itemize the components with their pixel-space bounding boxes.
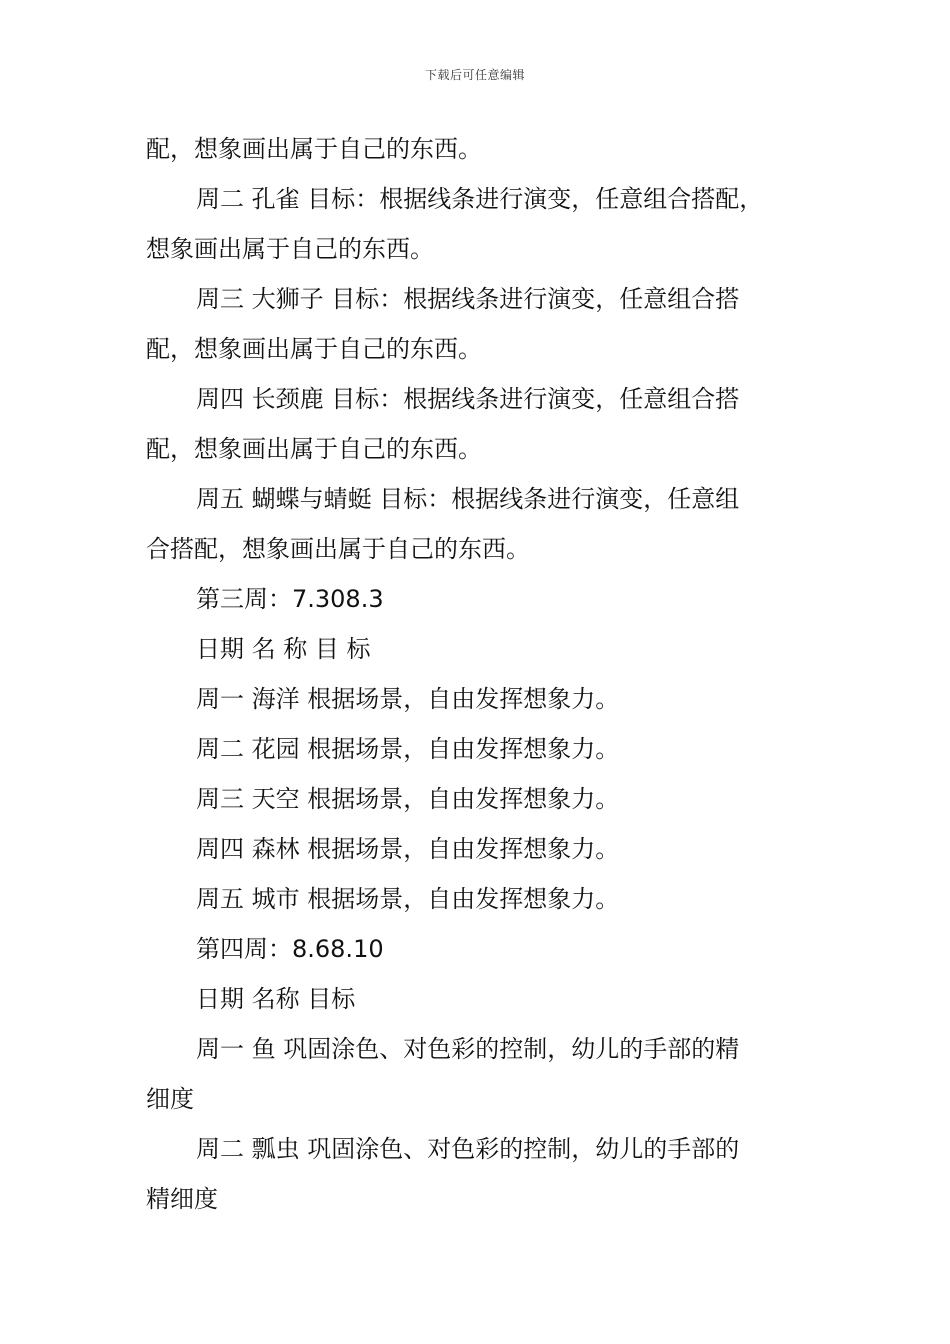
body-line <box>146 1124 810 1174</box>
body-line <box>146 724 810 774</box>
body-line <box>146 324 810 374</box>
line-text: 配，想象画出属于自己的东西。 <box>146 435 482 463</box>
line-text: 周二 孔雀 目标：根据线条进行演变，任意组合搭配， <box>196 185 764 213</box>
body-line <box>146 774 810 824</box>
line-text: 细度 <box>146 1085 194 1113</box>
body-line <box>146 1024 810 1074</box>
document-body <box>146 124 810 1224</box>
line-text: 日期 名 称 目 标 <box>196 635 371 663</box>
line-text: 配，想象画出属于自己的东西。 <box>146 135 482 163</box>
line-text: 周五 蝴蝶与蜻蜓 目标：根据线条进行演变，任意组 <box>196 485 740 513</box>
line-text: 周二 瓢虫 巩固涂色、对色彩的控制，幼儿的手部的 <box>196 1135 740 1163</box>
body-line <box>146 224 810 274</box>
line-text: 第三周：7.308.3 <box>196 585 384 613</box>
line-text: 周三 天空 根据场景，自由发挥想象力。 <box>196 785 620 813</box>
line-text: 第四周：8.68.10 <box>196 935 384 963</box>
body-line <box>146 124 810 174</box>
line-text: 周四 长颈鹿 目标：根据线条进行演变，任意组合搭 <box>196 385 740 413</box>
line-text: 配，想象画出属于自己的东西。 <box>146 335 482 363</box>
body-line <box>146 674 810 724</box>
line-text: 合搭配，想象画出属于自己的东西。 <box>146 535 530 563</box>
line-text: 周二 花园 根据场景，自由发挥想象力。 <box>196 735 620 763</box>
body-line <box>146 474 810 524</box>
line-text: 想象画出属于自己的东西。 <box>146 235 434 263</box>
line-text: 周一 海洋 根据场景，自由发挥想象力。 <box>196 685 620 713</box>
line-text: 周三 大狮子 目标：根据线条进行演变，任意组合搭 <box>196 285 740 313</box>
line-text: 周四 森林 根据场景，自由发挥想象力。 <box>196 835 620 863</box>
body-line <box>146 574 810 624</box>
body-line <box>146 824 810 874</box>
body-line <box>146 524 810 574</box>
body-line <box>146 274 810 324</box>
body-line <box>146 1174 810 1224</box>
body-line <box>146 1074 810 1124</box>
page-header: 下载后可任意编辑 <box>424 68 525 82</box>
body-line <box>146 874 810 924</box>
line-text: 日期 名称 目标 <box>196 985 356 1013</box>
body-line <box>146 374 810 424</box>
line-text: 精细度 <box>146 1185 218 1213</box>
body-line <box>146 974 810 1024</box>
line-text: 周一 鱼 巩固涂色、对色彩的控制，幼儿的手部的精 <box>196 1035 740 1063</box>
line-text: 周五 城市 根据场景，自由发挥想象力。 <box>196 885 620 913</box>
body-line <box>146 624 810 674</box>
body-line <box>146 174 810 224</box>
body-line <box>146 424 810 474</box>
body-line <box>146 924 810 974</box>
